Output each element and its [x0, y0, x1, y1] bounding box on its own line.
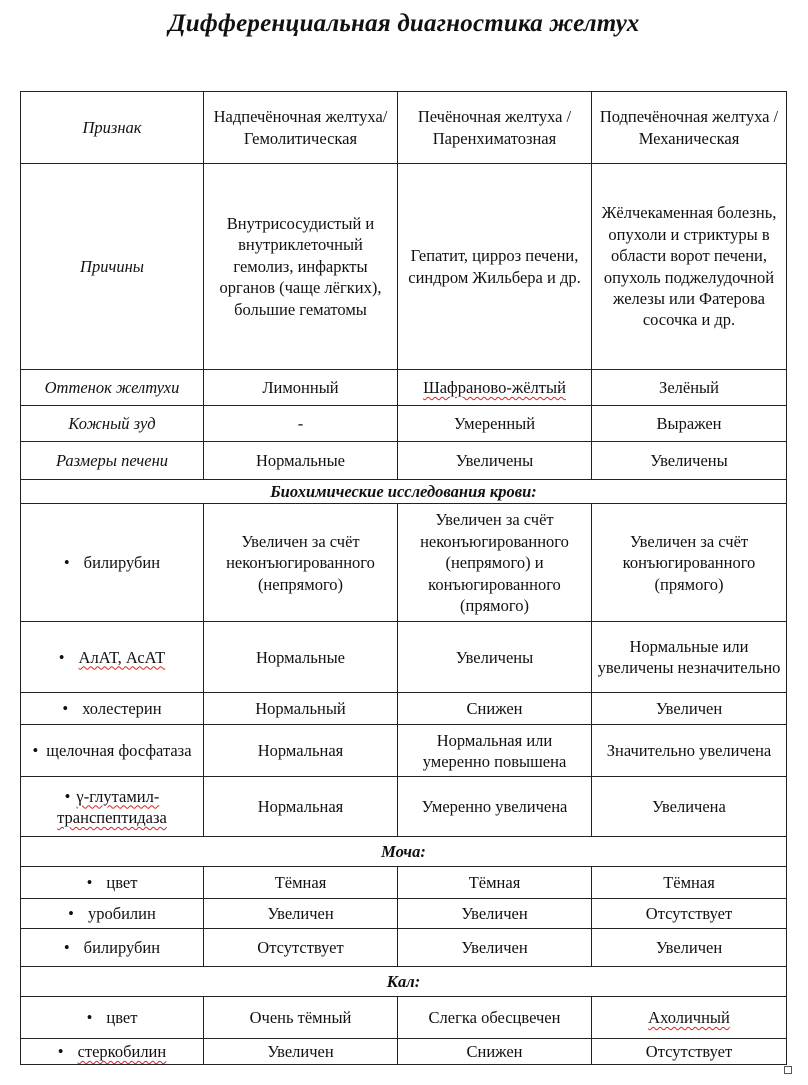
table-row	[21, 622, 787, 693]
cell: Увеличен	[398, 899, 592, 929]
row-label: • холестерин	[21, 693, 204, 725]
bullet-icon: •	[63, 938, 70, 958]
cell: Увеличен	[592, 929, 787, 967]
row-label: • цвет	[21, 997, 204, 1039]
table-row	[21, 867, 787, 899]
table-row	[21, 406, 787, 442]
table-row	[21, 725, 787, 777]
cell: Лимонный	[204, 370, 398, 406]
diagnosis-table	[20, 91, 787, 1065]
bullet-icon: •	[58, 647, 65, 667]
cell: -	[204, 406, 398, 442]
header-col-posthepatic: Подпечёночная желтуха / Механическая	[592, 92, 787, 164]
table-row	[21, 929, 787, 967]
cell: Слегка обесцвечен	[398, 997, 592, 1039]
cell: Выражен	[592, 406, 787, 442]
cell: Снижен	[398, 1039, 592, 1065]
row-label: Причины	[21, 164, 204, 370]
cell: Отсутствует	[204, 929, 398, 967]
cell: Увеличен	[204, 899, 398, 929]
cell: Увеличены	[398, 442, 592, 480]
page-title: Дифференциальная диагностика желтух	[168, 10, 640, 37]
table-row	[21, 777, 787, 837]
table-row	[21, 1039, 787, 1065]
row-label: • цвет	[21, 867, 204, 899]
row-label: • щелочная фосфатаза	[21, 725, 204, 777]
cell: Умеренно увеличена	[398, 777, 592, 837]
bullet-icon: •	[64, 786, 71, 806]
table-row	[21, 442, 787, 480]
section-row	[21, 967, 787, 997]
row-label: • стеркобилин	[21, 1039, 204, 1065]
cell: Увеличен	[204, 1039, 398, 1065]
cell: Снижен	[398, 693, 592, 725]
section-stool-heading: Кал:	[21, 967, 787, 997]
cell: Нормальные	[204, 442, 398, 480]
cell: Гепатит, цирроз печени, синдром Жильбера и др.	[398, 164, 592, 370]
cell: Нормальный	[204, 693, 398, 725]
bullet-icon: •	[86, 873, 93, 893]
row-label: • АлАТ, АсАТ	[21, 622, 204, 693]
row-label: • билирубин	[21, 929, 204, 967]
section-blood-heading: Биохимические исследования крови:	[21, 480, 787, 504]
cell: Отсутствует	[592, 1039, 787, 1065]
table-row	[21, 997, 787, 1039]
section-row	[21, 837, 787, 867]
cell: Внутрисосудистый и внутриклеточный гемолиз, инфаркты органов (чаще лёгких), большие гематомы	[204, 164, 398, 370]
table-row	[21, 504, 787, 622]
row-label: • γ-глутамил-транспептидаза	[21, 777, 204, 837]
cell: Увеличен	[398, 929, 592, 967]
cell: Увеличен	[592, 693, 787, 725]
row-label: Оттенок желтухи	[21, 370, 204, 406]
bullet-icon: •	[57, 1042, 64, 1062]
table-row	[21, 693, 787, 725]
cell: Нормальная или умеренно повышена	[398, 725, 592, 777]
cell: Увеличен за счёт неконъюгированного (непрямого)	[204, 504, 398, 622]
table-row	[21, 899, 787, 929]
cell: Увеличены	[592, 442, 787, 480]
cell: Увеличен за счёт неконъюгированного (непрямого) и конъюгированного (прямого)	[398, 504, 592, 622]
cell: Тёмная	[398, 867, 592, 899]
header-feature: Признак	[21, 92, 204, 164]
table-row	[21, 370, 787, 406]
cell: Шафраново-жёлтый	[398, 370, 592, 406]
cell: Очень тёмный	[204, 997, 398, 1039]
section-urine-heading: Моча:	[21, 837, 787, 867]
cell: Нормальная	[204, 725, 398, 777]
section-row	[21, 480, 787, 504]
bullet-icon: •	[86, 1008, 93, 1028]
row-label: Размеры печени	[21, 442, 204, 480]
cell: Тёмная	[204, 867, 398, 899]
row-label: • билирубин	[21, 504, 204, 622]
cell: Умеренный	[398, 406, 592, 442]
cell: Значительно увеличена	[592, 725, 787, 777]
cell: Зелёный	[592, 370, 787, 406]
cell: Увеличены	[398, 622, 592, 693]
cell: Нормальные или увеличены незначительно	[592, 622, 787, 693]
cell: Отсутствует	[592, 899, 787, 929]
header-row	[21, 92, 787, 164]
cell: Увеличена	[592, 777, 787, 837]
cell: Нормальные	[204, 622, 398, 693]
table-row	[21, 164, 787, 370]
bullet-icon: •	[68, 904, 74, 924]
table-resize-handle[interactable]	[784, 1066, 792, 1074]
cell: Тёмная	[592, 867, 787, 899]
row-label: Кожный зуд	[21, 406, 204, 442]
bullet-icon: •	[63, 553, 70, 573]
bullet-icon: •	[62, 699, 69, 719]
bullet-icon: •	[32, 741, 39, 761]
cell: Жёлчекаменная болезнь, опухоли и стриктуры в области ворот печени, опухоль поджелудочной железы или Фатерова сосочка и др.	[592, 164, 787, 370]
header-col-prehepatic: Надпечёночная желтуха/ Гемолитическая	[204, 92, 398, 164]
cell: Ахоличный	[592, 997, 787, 1039]
row-label: • уробилин	[21, 899, 204, 929]
cell: Нормальная	[204, 777, 398, 837]
header-col-hepatic: Печёночная желтуха / Паренхиматозная	[398, 92, 592, 164]
cell: Увеличен за счёт конъюгированного (прямого)	[592, 504, 787, 622]
